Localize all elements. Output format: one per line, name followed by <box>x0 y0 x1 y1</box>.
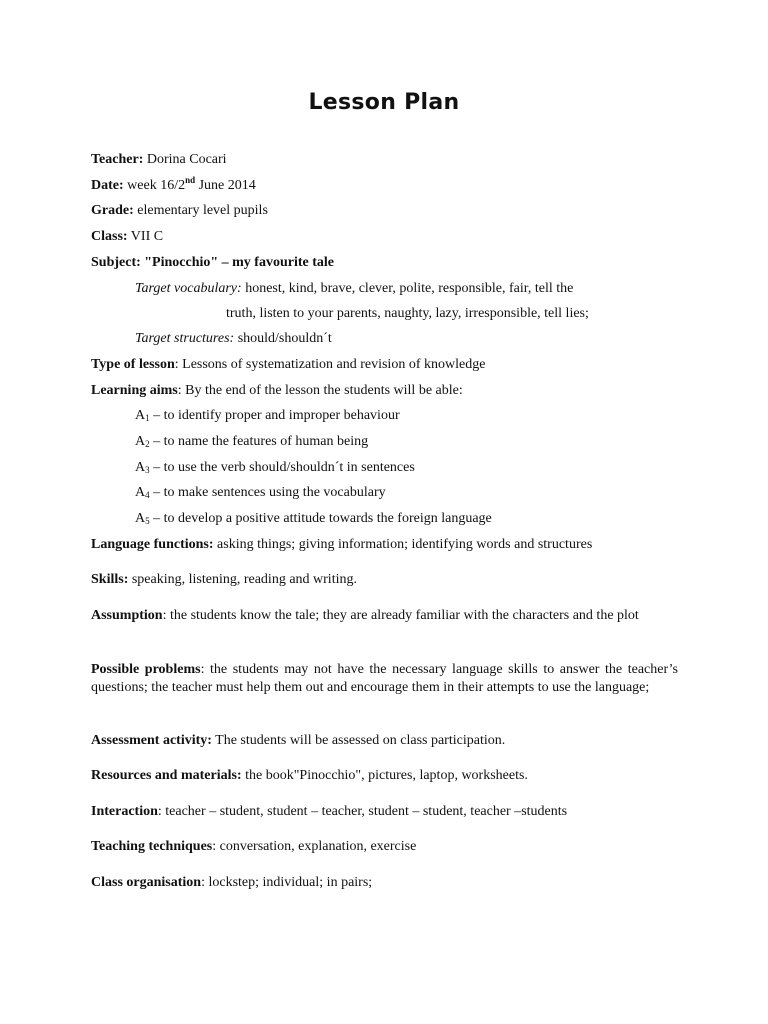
target-vocabulary-label: Target vocabulary: <box>135 281 242 296</box>
class-organisation-line <box>91 874 372 892</box>
teacher-value: Dorina Cocari <box>143 152 227 167</box>
interaction-value: : teacher – student, student – teacher, student – student, teacher –students <box>157 804 568 819</box>
possible-problems-value: : the students may not have the necessary language skills to answer the teacher’s questions; the teacher must help them out and encourage them in their attempts to use the language; <box>91 662 678 695</box>
grade-line <box>91 202 268 220</box>
possible-problems-paragraph <box>91 661 678 697</box>
aim-text: – to identify proper and improper behaviour <box>149 408 400 423</box>
teaching-techniques-value: : conversation, explanation, exercise <box>212 839 417 854</box>
date-line <box>91 177 256 195</box>
aim-number: 3 <box>145 465 150 475</box>
language-functions-label: Language functions: <box>91 537 214 552</box>
subject-line <box>91 254 334 272</box>
target-structures-line <box>135 330 332 348</box>
learning-aims-line <box>91 382 463 400</box>
aim-letter: A <box>135 434 146 449</box>
target-vocabulary-line-2 <box>226 305 589 323</box>
date-value-pre: week 16/2 <box>123 178 186 193</box>
date-value-post: June 2014 <box>195 178 256 193</box>
aim-text: – to make sentences using the vocabulary <box>149 485 386 500</box>
aim-item <box>135 459 415 477</box>
class-organisation-value: : lockstep; individual; in pairs; <box>201 875 373 890</box>
learning-aims-label: Learning aims <box>91 383 178 398</box>
type-of-lesson-line <box>91 356 485 374</box>
grade-value: elementary level pupils <box>133 203 268 218</box>
page-title: Lesson Plan <box>308 90 460 115</box>
aim-number: 5 <box>145 516 150 526</box>
aim-letter: A <box>135 408 146 423</box>
language-functions-line <box>91 536 592 554</box>
target-vocabulary-value-2: truth, listen to your parents, naughty, lazy, irresponsible, tell lies; <box>226 306 589 321</box>
resources-label: Resources and materials: <box>91 768 242 783</box>
aim-item <box>135 484 386 502</box>
teaching-techniques-line <box>91 838 416 856</box>
aim-letter: A <box>135 485 146 500</box>
aim-number: 4 <box>145 490 150 500</box>
class-label: Class: <box>91 229 128 244</box>
possible-problems-label: Possible problems <box>91 662 201 677</box>
target-structures-label: Target structures: <box>135 331 235 346</box>
aim-text: – to develop a positive attitude towards the foreign language <box>149 511 492 526</box>
aim-text: – to name the features of human being <box>149 434 369 449</box>
interaction-line <box>91 803 567 821</box>
type-of-lesson-value: : Lessons of systematization and revision of knowledge <box>174 357 486 372</box>
language-functions-value: asking things; giving information; identifying words and structures <box>213 537 593 552</box>
aim-letter: A <box>135 511 146 526</box>
aim-number: 2 <box>145 439 150 449</box>
resources-value: the book"Pinocchio", pictures, laptop, worksheets. <box>241 768 528 783</box>
class-organisation-label: Class organisation <box>91 875 202 890</box>
aim-item <box>135 433 368 451</box>
class-line <box>91 228 163 246</box>
aim-number: 1 <box>145 413 150 423</box>
teacher-label: Teacher: <box>91 152 144 167</box>
grade-label: Grade: <box>91 203 134 218</box>
target-vocabulary-line <box>135 280 573 298</box>
skills-value: speaking, listening, reading and writing. <box>128 572 357 587</box>
learning-aims-value: : By the end of the lesson the students will be able: <box>177 383 463 398</box>
subject-label: Subject: "Pinocchio" – my favourite tale <box>91 255 335 270</box>
skills-line <box>91 571 357 589</box>
aim-item <box>135 510 492 528</box>
date-ordinal-suffix: nd <box>185 175 196 185</box>
skills-label: Skills: <box>91 572 129 587</box>
aim-text: – to use the verb should/shouldn´t in sentences <box>149 460 415 475</box>
assessment-activity-label: Assessment activity: <box>91 733 212 748</box>
interaction-label: Interaction <box>91 804 158 819</box>
target-vocabulary-value-1: honest, kind, brave, clever, polite, responsible, fair, tell the <box>241 281 574 296</box>
date-label: Date: <box>91 178 124 193</box>
assessment-activity-value: The students will be assessed on class participation. <box>211 733 506 748</box>
teaching-techniques-label: Teaching techniques <box>91 839 213 854</box>
assessment-activity-line <box>91 732 505 750</box>
type-of-lesson-label: Type of lesson <box>91 357 175 372</box>
aim-item <box>135 407 400 425</box>
class-value: VII C <box>127 229 164 244</box>
resources-line <box>91 767 528 785</box>
assumption-label: Assumption <box>91 608 163 623</box>
teacher-line <box>91 151 227 169</box>
assumption-paragraph <box>91 607 678 625</box>
assumption-value: : the students know the tale; they are already familiar with the characters and the plot <box>162 608 639 623</box>
aim-letter: A <box>135 460 146 475</box>
target-structures-value: should/shouldn´t <box>234 331 332 346</box>
